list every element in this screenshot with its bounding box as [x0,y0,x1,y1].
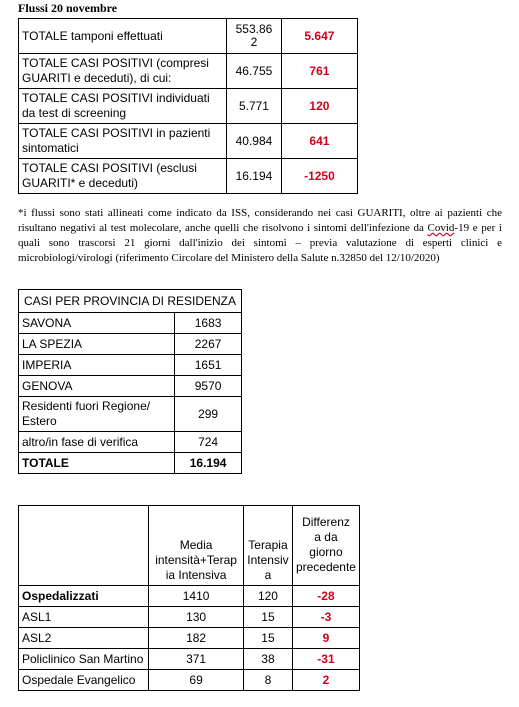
row-value: 724 [175,432,242,453]
header-diff: Differenz a da giorno precedente [292,506,359,586]
row-ti: 38 [243,649,292,670]
header-empty [19,506,149,586]
row-label: ASL1 [19,607,149,628]
row-delta: 641 [281,124,357,159]
total-label: TOTALE [19,453,175,474]
total-value: 16.194 [175,453,242,474]
row-ti: 8 [243,670,292,691]
table-row [19,397,242,432]
table-row [19,355,242,376]
table-row [19,54,358,89]
table-row [19,89,358,124]
row-label: TOTALE tamponi effettuati [19,19,227,54]
row-label: altro/in fase di verifica [19,432,175,453]
flussi-table [18,18,358,194]
row-media: 69 [149,670,244,691]
row-label: Policlinico San Martino [19,649,149,670]
table-header-row [19,290,242,313]
table-row [19,586,360,607]
row-label: LA SPEZIA [19,334,175,355]
row-media: 130 [149,607,244,628]
row-ti: 120 [243,586,292,607]
row-label: Residenti fuori Regione/ Estero [19,397,175,432]
row-diff: 2 [292,670,359,691]
row-delta: 5.647 [281,19,357,54]
footnote-part-2: -19 e per i quali sono trascorsi 21 giorni dall'inizio dei sintomi – previa valutazione di esperti clinici e microbiologi/virologi (riferimento Circolare del Ministero della Salute n.32850 del 12/10/2020) [18,222,502,264]
table-row [19,159,358,194]
table-row [19,124,358,159]
header-ti: Terapia Intensiv a [243,506,292,586]
table-header-row [19,506,360,586]
row-label: Ospedalizzati [19,586,149,607]
row-diff: 9 [292,628,359,649]
row-label: SAVONA [19,313,175,334]
row-value: 46.755 [227,54,282,89]
provincia-table [18,289,242,474]
row-value: 299 [175,397,242,432]
row-value: 5.771 [227,89,282,124]
ospedali-table [18,505,360,691]
row-label: Ospedale Evangelico [19,670,149,691]
row-label: TOTALE CASI POSITIVI (compresi GUARITI e deceduti), di cui: [19,54,227,89]
row-label: IMPERIA [19,355,175,376]
table-row [19,334,242,355]
row-ti: 15 [243,628,292,649]
row-value: 16.194 [227,159,282,194]
row-media: 1410 [149,586,244,607]
table-row [19,607,360,628]
header-media: Media intensità+Terap ia Intensiva [149,506,244,586]
row-value: 1683 [175,313,242,334]
row-label: TOTALE CASI POSITIVI (esclusi GUARITI* e deceduti) [19,159,227,194]
provincia-header: CASI PER PROVINCIA DI RESIDENZA [19,290,242,313]
table-row [19,670,360,691]
row-value: 1651 [175,355,242,376]
table-row [19,19,358,54]
table-row [19,432,242,453]
row-media: 182 [149,628,244,649]
row-diff: -3 [292,607,359,628]
table-row [19,649,360,670]
footnote-covid-word: Covid [427,222,455,234]
total-row [19,453,242,474]
row-value: 2267 [175,334,242,355]
row-label: TOTALE CASI POSITIVI individuati da test di screening [19,89,227,124]
row-diff: -28 [292,586,359,607]
table-row [19,376,242,397]
page-heading: Flussi 20 novembre [18,1,118,15]
row-media: 371 [149,649,244,670]
row-label: ASL2 [19,628,149,649]
row-delta: 761 [281,54,357,89]
row-value: 40.984 [227,124,282,159]
row-value: 553.86 2 [227,19,282,54]
row-label: TOTALE CASI POSITIVI in pazienti sintomatici [19,124,227,159]
footnote [18,206,502,266]
row-diff: -31 [292,649,359,670]
table-row [19,313,242,334]
row-label: GENOVA [19,376,175,397]
row-value: 9570 [175,376,242,397]
footnote-part-1: *i flussi sono stati allineati come indicato da ISS, considerando nei casi GUARITI, oltre ai pazienti che risultano negativi al test molecolare, anche quelli che risolvono i sintomi dell'infezione da [18,207,502,234]
table-row [19,628,360,649]
row-delta: 120 [281,89,357,124]
row-delta: -1250 [281,159,357,194]
row-ti: 15 [243,607,292,628]
